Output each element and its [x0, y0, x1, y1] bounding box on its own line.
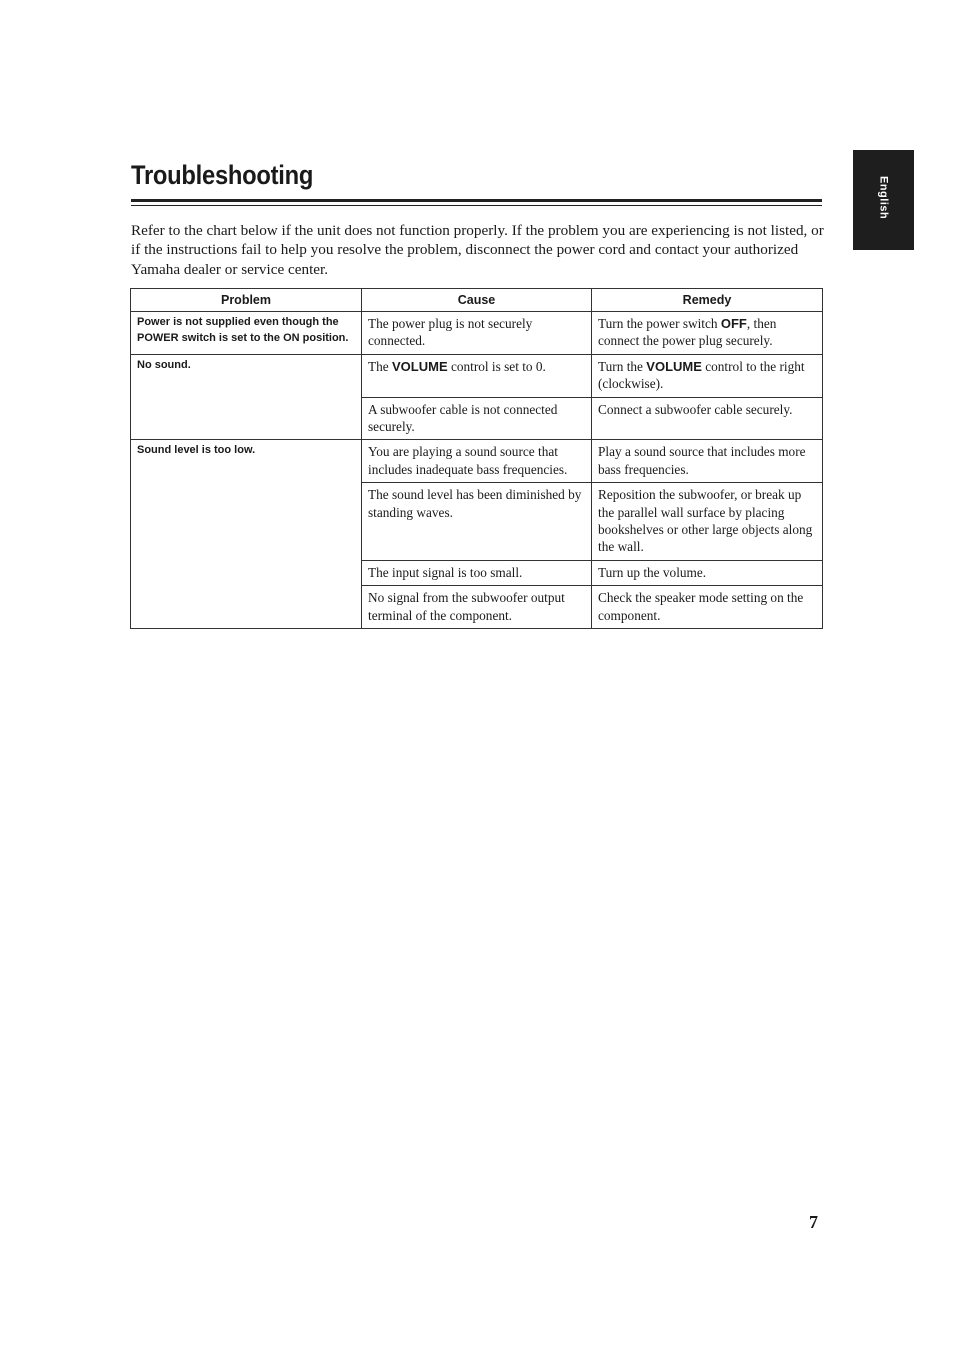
cause-cell: A subwoofer cable is not connected securely.	[362, 397, 592, 440]
cause-cell: You are playing a sound source that includes inadequate bass frequencies.	[362, 440, 592, 483]
header-problem: Problem	[131, 289, 362, 312]
cause-cell: The input signal is too small.	[362, 560, 592, 585]
language-tab	[853, 150, 914, 250]
remedy-cell: Turn up the volume.	[592, 560, 823, 585]
remedy-cell: Play a sound source that includes more bass frequencies.	[592, 440, 823, 483]
cause-cell: The power plug is not securely connected.	[362, 312, 592, 355]
remedy-cell: Connect a subwoofer cable securely.	[592, 397, 823, 440]
remedy-text: , then connect the power plug securely.	[598, 316, 777, 349]
remedy-cell: Reposition the subwoofer, or break up the parallel wall surface by placing bookshelves or other large objects along the wall.	[592, 483, 823, 561]
header-cause: Cause	[362, 289, 592, 312]
table-header-row	[131, 289, 823, 312]
table-row	[131, 354, 823, 397]
title-rule-thick	[131, 199, 822, 202]
troubleshooting-table	[130, 288, 823, 629]
remedy-cell	[592, 312, 823, 355]
page-title: Troubleshooting	[131, 160, 314, 190]
cause-cell: The sound level has been diminished by standing waves.	[362, 483, 592, 561]
volume-keyword: VOLUME	[392, 358, 448, 374]
cause-text: control is set to 0.	[447, 358, 546, 374]
header-remedy: Remedy	[592, 289, 823, 312]
remedy-text: Turn the power switch	[598, 316, 721, 331]
remedy-text: Turn the	[598, 358, 647, 374]
remedy-cell	[592, 354, 823, 397]
volume-keyword: VOLUME	[646, 358, 702, 374]
problem-cell: Sound level is too low.	[131, 440, 362, 629]
page-number: 7	[809, 1212, 818, 1232]
cause-cell	[362, 354, 592, 397]
problem-cell: Power is not supplied even though the POWER switch is set to the ON position.	[131, 312, 362, 355]
cause-cell: No signal from the subwoofer output terminal of the component.	[362, 586, 592, 629]
intro-paragraph: Refer to the chart below if the unit does not function properly. If the problem you are experiencing is not listed, or if the instructions fail to help you resolve the problem, disconnect the power cord and contact your authorized Yamaha dealer or service center.	[131, 222, 824, 278]
language-tab-label: English	[877, 176, 890, 220]
title-rule-thin	[131, 205, 822, 206]
cause-text: The	[368, 358, 392, 374]
remedy-text: control to the right (clockwise).	[598, 358, 805, 392]
table-row	[131, 440, 823, 483]
table-row	[131, 312, 823, 355]
remedy-cell: Check the speaker mode setting on the component.	[592, 586, 823, 629]
problem-cell: No sound.	[131, 354, 362, 440]
off-keyword: OFF	[720, 316, 747, 331]
